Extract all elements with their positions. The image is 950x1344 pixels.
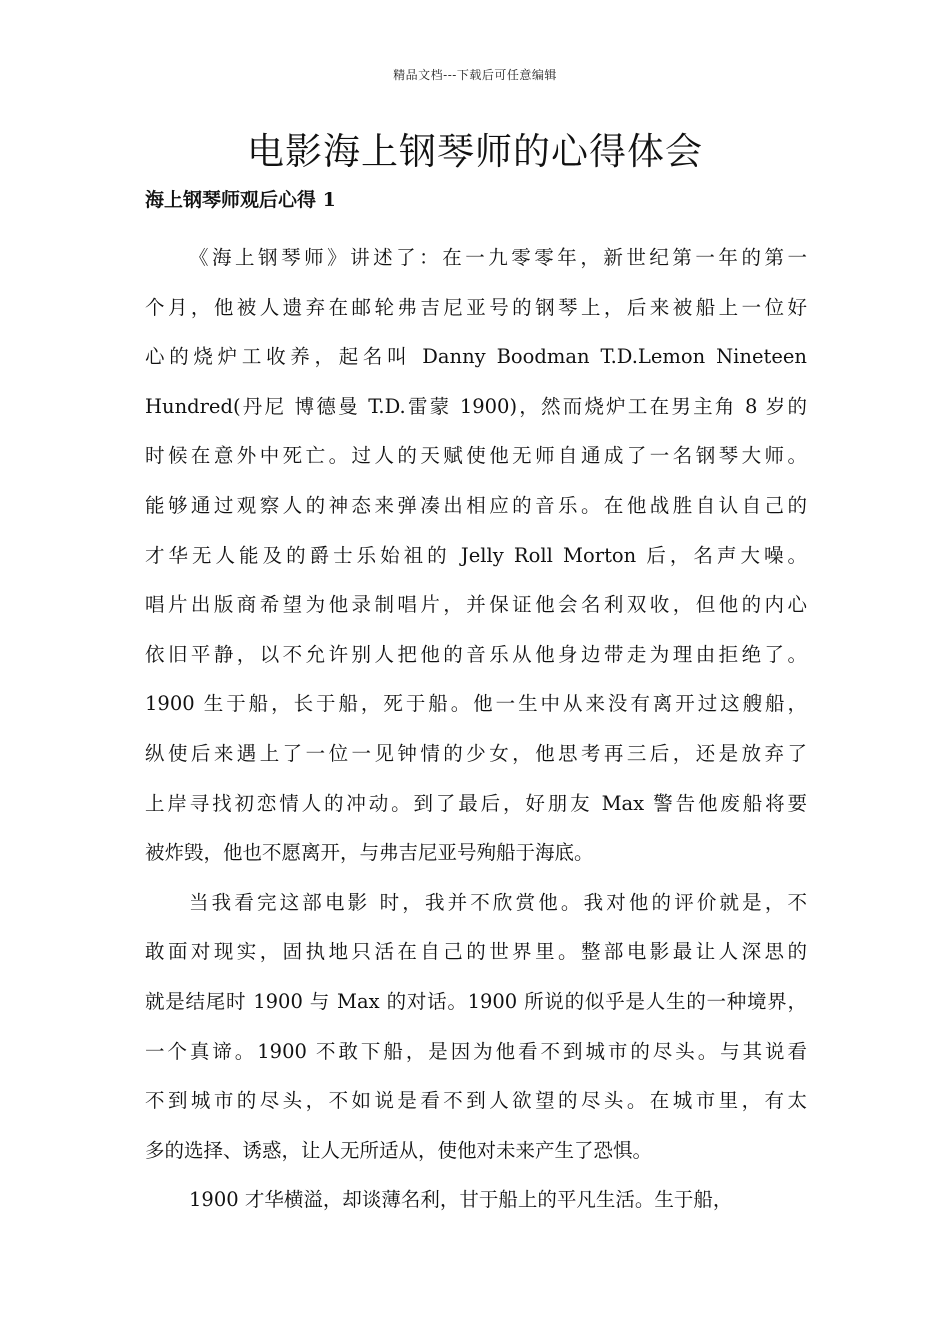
paragraph-line: 多的选择、诱惑，让人无所适从，使他对未来产生了恐惧。 — [145, 1138, 653, 1162]
paragraph-line: 依旧平静，以不允许别人把他的音乐从他身边带走为理由拒绝了。 — [145, 642, 807, 666]
paragraph-line: 能够通过观察人的神态来弹凑出相应的音乐。在他战胜自认自己的 — [145, 493, 807, 517]
section-heading: 海上钢琴师观后心得 1 — [145, 189, 336, 211]
paragraph-line: 1900 生于船，长于船，死于船。他一生中从来没有离开过这艘船， — [145, 692, 807, 716]
paragraph-line: 一个真谛。1900 不敢下船，是因为他看不到城市的尽头。与其说看 — [145, 1039, 807, 1063]
paragraph-line: 个月，他被人遗弃在邮轮弗吉尼亚号的钢琴上，后来被船上一位好 — [145, 295, 807, 319]
paragraph-line: 时候在意外中死亡。过人的天赋使他无师自通成了一名钢琴大师。 — [145, 444, 807, 468]
paragraph-line: 《海上钢琴师》讲述了：在一九零零年，新世纪第一年的第一 — [189, 246, 807, 269]
body-text — [145, 233, 807, 1225]
document-title: 电影海上钢琴师的心得体会 — [247, 130, 703, 173]
header-note: 精品文档---下载后可任意编辑 — [393, 68, 557, 82]
paragraph-line: 1900 才华横溢，却谈薄名利，甘于船上的平凡生活。生于船， — [189, 1188, 733, 1212]
paragraph-2 — [145, 878, 807, 1176]
paragraph-1 — [145, 233, 807, 878]
paragraph-line: 才华无人能及的爵士乐始祖的 Jelly Roll Morton 后，名声大噪。 — [145, 543, 807, 567]
paragraph-line: 心的烧炉工收养，起名叫 Danny Boodman T.D.Lemon Nineteen — [145, 345, 807, 369]
paragraph-line: 上岸寻找初恋情人的冲动。到了最后，好朋友 Max 警告他废船将要 — [145, 791, 807, 815]
paragraph-line: 唱片出版商希望为他录制唱片，并保证他会名利双收，但他的内心 — [145, 593, 807, 617]
paragraph-line: 被炸毁，他也不愿离开，与弗吉尼亚号殉船于海底。 — [145, 841, 594, 865]
paragraph-line: 纵使后来遇上了一位一见钟情的少女，他思考再三后，还是放弃了 — [145, 741, 807, 765]
paragraph-line: 敢面对现实，固执地只活在自己的世界里。整部电影最让人深思的 — [145, 940, 807, 964]
paragraph-line: 就是结尾时 1900 与 Max 的对话。1900 所说的似乎是人生的一种境界， — [145, 989, 807, 1013]
paragraph-3 — [145, 1175, 807, 1225]
paragraph-line: 当我看完这部电影 时，我并不欣赏他。我对他的评价就是，不 — [189, 890, 807, 914]
paragraph-line: Hundred(丹尼 博德曼 T.D.雷蒙 1900)，然而烧炉工在男主角 8 岁的 — [145, 394, 807, 418]
paragraph-line: 不到城市的尽头，不如说是看不到人欲望的尽头。在城市里，有太 — [145, 1089, 807, 1113]
